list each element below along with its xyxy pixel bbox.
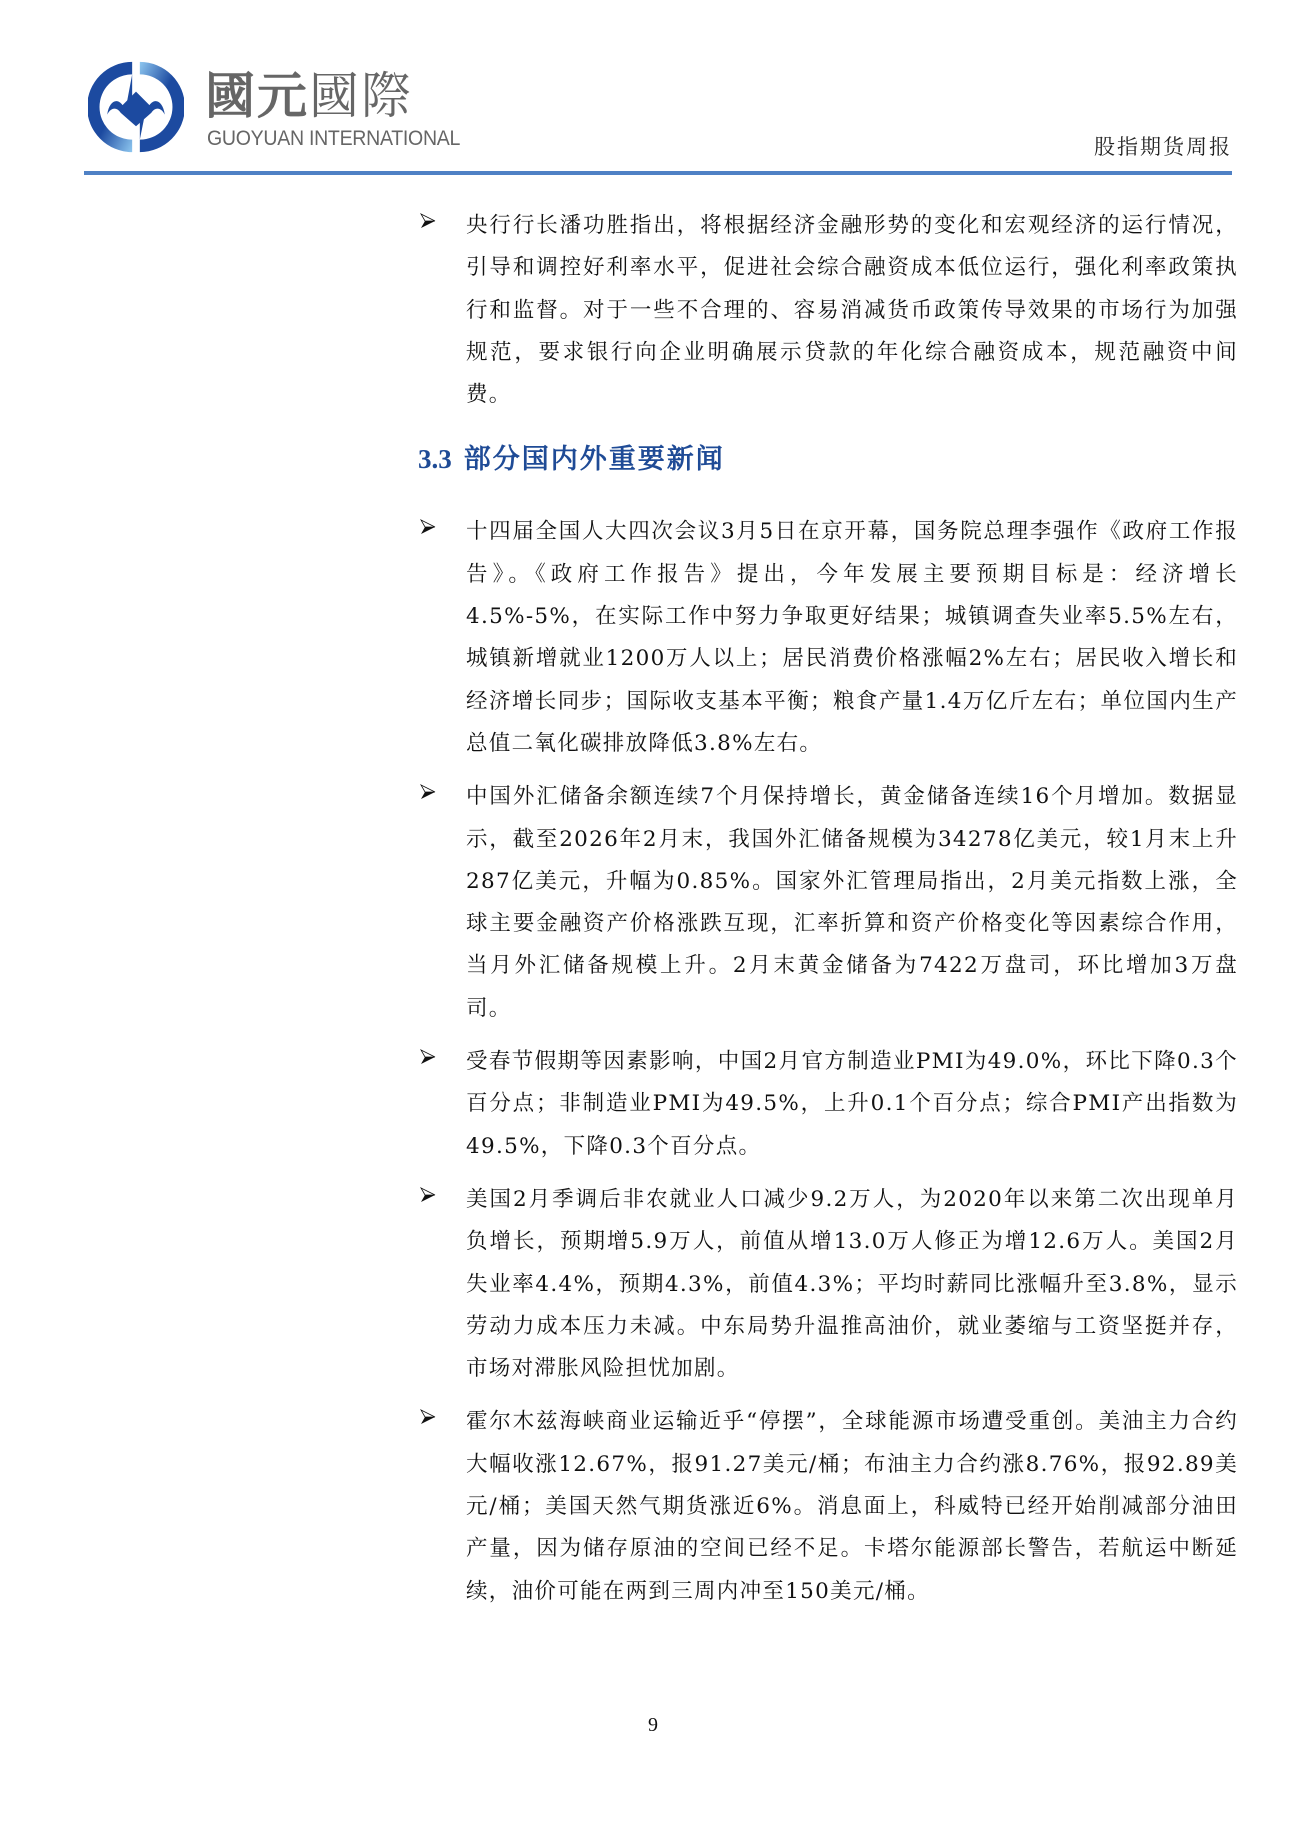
news-item [418,511,1238,765]
brand-name-light: 國際 [309,67,413,125]
header-divider [84,171,1232,175]
bullet-text: 央行行长潘功胜指出，将根据经济金融形势的变化和宏观经济的运行情况，引导和调控好利率水平，促进社会综合融资成本低位运行，强化利率政策执行和监督。对于一些不合理的、容易消减货币政策传导效果的市场行为加强规范，要求银行向企业明确展示贷款的年化综合融资成本，规范融资中间费。 [466,213,1238,408]
brand-name-english: GUOYUAN INTERNATIONAL [207,127,461,150]
section-title: 部分国内外重要新闻 [463,444,725,476]
bullet-item [418,205,1238,416]
main-content [418,205,1238,1624]
brand-name-bold: 國元 [205,67,309,125]
guoyuan-logo-icon [88,58,184,156]
arrow-bullet-icon [420,784,436,800]
report-name: 股指期货周报 [1094,135,1232,159]
news-item [418,1179,1238,1390]
section-heading [418,439,1238,480]
brand-name-chinese [205,66,413,126]
arrow-bullet-icon [420,1409,436,1425]
news-item [418,1041,1238,1168]
arrow-bullet-icon [420,213,436,229]
news-text: 受春节假期等因素影响，中国2月官方制造业PMI为49.0%，环比下降0.3个百分点；非制造业PMI为49.5%，上升0.1个百分点；综合PMI产出指数为49.5%，下降0.3个百分点。 [466,1049,1238,1159]
news-text: 十四届全国人大四次会议3月5日在京开幕，国务院总理李强作《政府工作报告》。《政府工作报告》提出，今年发展主要预期目标是：经济增长4.5%-5%，在实际工作中努力争取更好结果；城镇调查失业率5.5%左右，城镇新增就业1200万人以上；居民消费价格涨幅2%左右；居民收入增长和经济增长同步；国际收支基本平衡；粮食产量1.4万亿斤左右；单位国内生产总值二氧化碳排放降低3.8%左右。 [466,519,1238,756]
news-text: 霍尔木兹海峡商业运输近乎“停摆”，全球能源市场遭受重创。美油主力合约大幅收涨12.67%，报91.27美元/桶；布油主力合约涨8.76%，报92.89美元/桶；美国天然气期货涨近6%。消息面上，科威特已经开始削减部分油田产量，因为储存原油的空间已经不足。卡塔尔能源部长警告，若航运中断延续，油价可能在两到三周内冲至150美元/桶。 [466,1409,1238,1604]
news-text: 美国2月季调后非农就业人口减少9.2万人，为2020年以来第二次出现单月负增长，预期增5.9万人，前值从增13.0万人修正为增12.6万人。美国2月失业率4.4%，预期4.3%，前值4.3%；平均时薪同比涨幅升至3.8%，显示劳动力成本压力未减。中东局势升温推高油价，就业萎缩与工资坚挺并存，市场对滞胀风险担忧加剧。 [466,1186,1238,1382]
news-text: 中国外汇储备余额连续7个月保持增长，黄金储备连续16个月增加。数据显示，截至2026年2月末，我国外汇储备规模为34278亿美元，较1月末上升287亿美元，升幅为0.85%。国家外汇管理局指出，2月美元指数上涨，全球主要金融资产价格涨跌互现，汇率折算和资产价格变化等因素综合作用，当月外汇储备规模上升。2月末黄金储备为7422万盘司，环比增加3万盘司。 [466,784,1238,1021]
page-number: 9 [648,1714,658,1736]
arrow-bullet-icon [420,1187,436,1203]
news-item [418,1401,1238,1612]
section-number: 3.3 [418,444,452,475]
news-item [418,776,1238,1030]
arrow-bullet-icon [420,1049,436,1065]
arrow-bullet-icon [420,519,436,535]
